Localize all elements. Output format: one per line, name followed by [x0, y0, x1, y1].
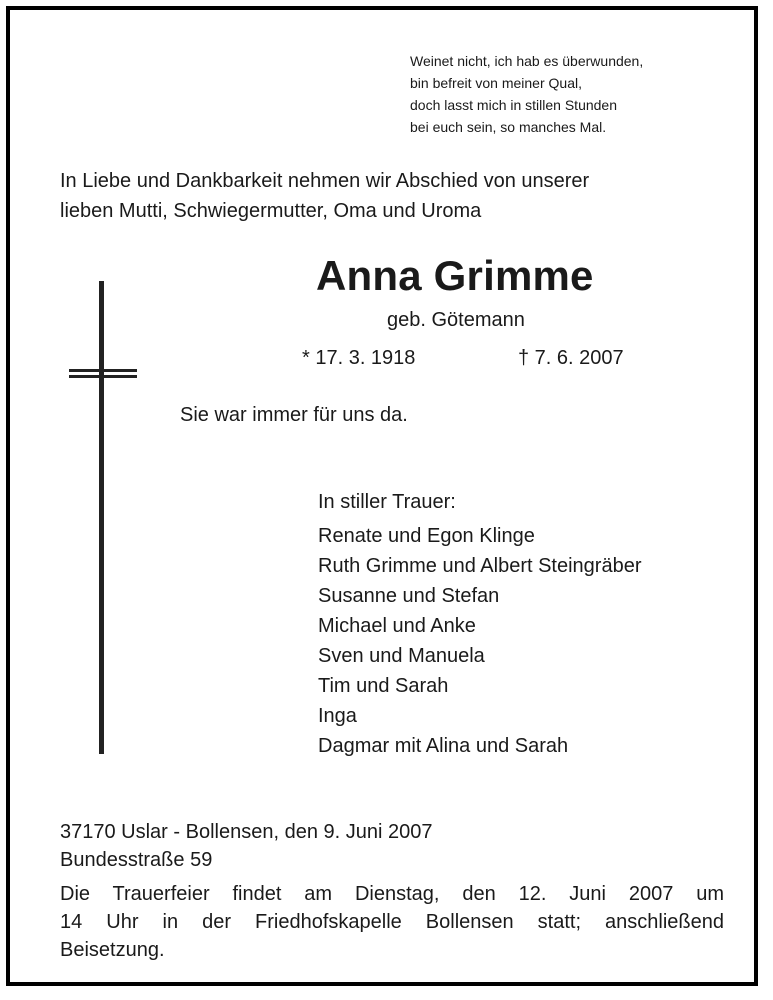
poem-line: bei euch sein, so manches Mal.: [410, 119, 607, 135]
death-notice: [6, 6, 758, 986]
poem: [410, 50, 643, 138]
intro-line: lieben Mutti, Schwiegermutter, Oma und Uroma: [60, 200, 482, 222]
cross-vertical-bar: [99, 281, 104, 754]
mourner-name: Michael und Anke: [318, 615, 476, 637]
intro-text: [60, 166, 589, 226]
mourner-name: Ruth Grimme und Albert Steingräber: [318, 555, 642, 577]
street-address: Bundesstraße 59: [60, 849, 213, 871]
place-and-date: 37170 Uslar - Bollensen, den 9. Juni 2007: [60, 821, 433, 843]
maiden-name: geb. Götemann: [387, 309, 525, 331]
poem-line: doch lasst mich in stillen Stunden: [410, 97, 617, 113]
mourner-name: Inga: [318, 705, 357, 727]
birth-date: * 17. 3. 1918: [302, 347, 416, 369]
service-line: 14 Uhr in der Friedhofskapelle Bollensen statt; anschließend: [60, 911, 724, 933]
death-date: † 7. 6. 2007: [518, 347, 624, 369]
poem-line: bin befreit von meiner Qual,: [410, 75, 582, 91]
tribute-text: Sie war immer für uns da.: [180, 404, 408, 426]
deceased-name: Anna Grimme: [316, 252, 594, 299]
mourners-list: [318, 521, 642, 761]
service-line: Beisetzung.: [60, 939, 165, 961]
mourner-name: Dagmar mit Alina und Sarah: [318, 735, 569, 757]
mourner-name: Susanne und Stefan: [318, 585, 500, 607]
cross-horizontal-bar: [69, 375, 137, 378]
funeral-service-info: [60, 880, 730, 964]
cross-horizontal-bar: [69, 369, 137, 372]
service-line: Die Trauerfeier findet am Dienstag, den 12. Juni 2007 um: [60, 883, 724, 905]
mourning-heading: In stiller Trauer:: [318, 491, 456, 513]
intro-line: In Liebe und Dankbarkeit nehmen wir Abschied von unserer: [60, 170, 590, 192]
mourner-name: Sven und Manuela: [318, 645, 485, 667]
poem-line: Weinet nicht, ich hab es überwunden,: [410, 53, 644, 69]
mourner-name: Tim und Sarah: [318, 675, 449, 697]
mourner-name: Renate und Egon Klinge: [318, 525, 535, 547]
